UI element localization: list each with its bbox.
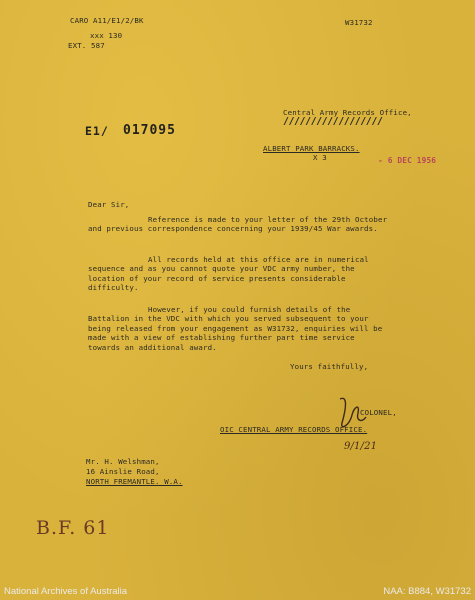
salutation: Dear Sir, <box>88 200 130 209</box>
date-stamp: - 6 DEC 1956 <box>378 156 437 165</box>
office-name: Central Army Records Office, <box>283 108 412 117</box>
bf-annotation: B.F. 61 <box>36 517 110 539</box>
barracks-address: ALBERT PARK BARRACKS. <box>263 144 360 153</box>
recipient-street: 16 Ainslie Road, <box>86 467 160 476</box>
paragraph-3: However, if you could furnish details of the Battalion in the VDC with which you served subsequent to your being released from your engagement as W31732, enquiries will be made with a view of establishing further part time service towards an additional award. <box>88 305 383 352</box>
archive-credit: National Archives of Australia <box>4 586 128 597</box>
handwritten-initials: 9/1/21 <box>344 441 378 452</box>
ref-prefix: E1/ <box>85 124 109 138</box>
file-number: W31732 <box>345 18 373 27</box>
recipient-city: NORTH FREMANTLE. W.A. <box>86 477 183 486</box>
reference-line: CARO A11/E1/2/BK <box>70 16 144 25</box>
ref-number: 017095 <box>123 123 176 138</box>
recipient-name: Mr. H. Welshman, <box>86 457 160 466</box>
archive-reference: NAA: B884, W31732 <box>383 586 471 597</box>
paragraph-1: Reference is made to your letter of the 29th October and previous correspondence concerning your 1939/45 War awards. <box>88 215 388 234</box>
signature-title: OIC CENTRAL ARMY RECORDS OFFICE. <box>220 425 368 434</box>
paragraph-2: All records held at this office are in numerical sequence and as you cannot quote your VDC army number, the location of your record of service presents considerable difficulty. <box>88 255 369 293</box>
x3-code: X 3 <box>313 153 327 162</box>
office-slashes: ////////////////// <box>283 116 383 127</box>
closing: Yours faithfully, <box>290 362 369 371</box>
signature-rank: COLONEL, <box>360 408 397 417</box>
xxx-line: xxx 130 <box>90 31 123 40</box>
extension-line: EXT. 587 <box>68 41 105 50</box>
